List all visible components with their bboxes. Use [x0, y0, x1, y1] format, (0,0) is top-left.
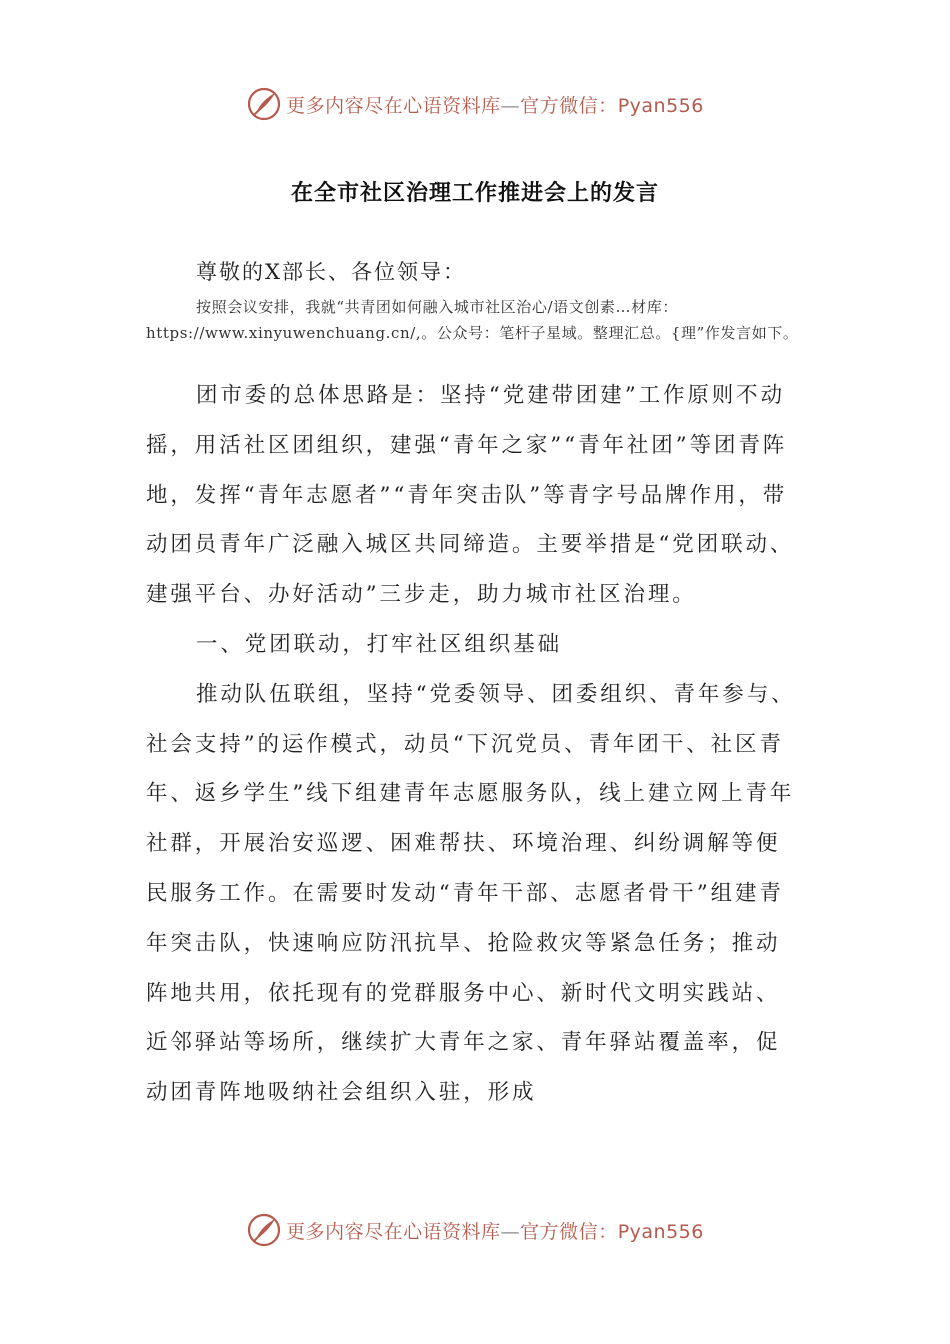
- intro-paragraph: 按照会议安排，我就“共青团如何融入城市社区治心/语文创素…材库：https://www.xinyuwenchuang.cn/,。公众号：笔杆子星域。整理汇总。{理”作发言如下。: [146, 298, 799, 342]
- header-watermark-banner: [0, 82, 950, 126]
- footer-watermark-banner: [0, 1208, 950, 1252]
- paragraph: 推动队伍联组，坚持“党委领导、团委组织、青年参与、社会支持”的运作模式，动员“下沉党员、青年团干、社区青年、返乡学生”线下组建青年志愿服务队，线上建立网上青年社群，开展治安巡逻、困难帮扶、环境治理、纠纷调解等便民服务工作。在需要时发动“青年干部、志愿者骨干”组建青年突击队，快速响应防汛抗旱、抢险救灾等紧急任务；推动阵地共用，依托现有的党群服务中心、新时代文明实践站、近邻驿站等场所，继续扩大青年之家、青年驿站覆盖率，促动团青阵地吸纳社会组织入驻，形成: [146, 681, 796, 1106]
- quill-logo-icon: [246, 86, 282, 122]
- banner-text: 更多内容尽在心语资料库—官方微信：Pyan556: [286, 94, 704, 117]
- quill-logo-icon: [246, 1212, 282, 1248]
- salutation: 尊敬的X部长、各位领导：: [196, 260, 466, 284]
- paragraph: 团市委的总体思路是：坚持“党建带团建”工作原则不动摇，用活社区团组织，建强“青年之家”“青年社团”等团青阵地，发挥“青年志愿者”“青年突击队”等青字号品牌作用，带动团员青年广泛融入城区共同缔造。主要举措是“党团联动、建强平台、办好活动”三步走，助力城市社区治理。: [146, 383, 795, 608]
- document-title: 在全市社区治理工作推进会上的发言: [290, 180, 659, 206]
- section-heading: 一、党团联动，打牢社区组织基础: [196, 631, 563, 657]
- body-text: [146, 371, 804, 1118]
- banner-text: 更多内容尽在心语资料库—官方微信：Pyan556: [286, 1220, 704, 1243]
